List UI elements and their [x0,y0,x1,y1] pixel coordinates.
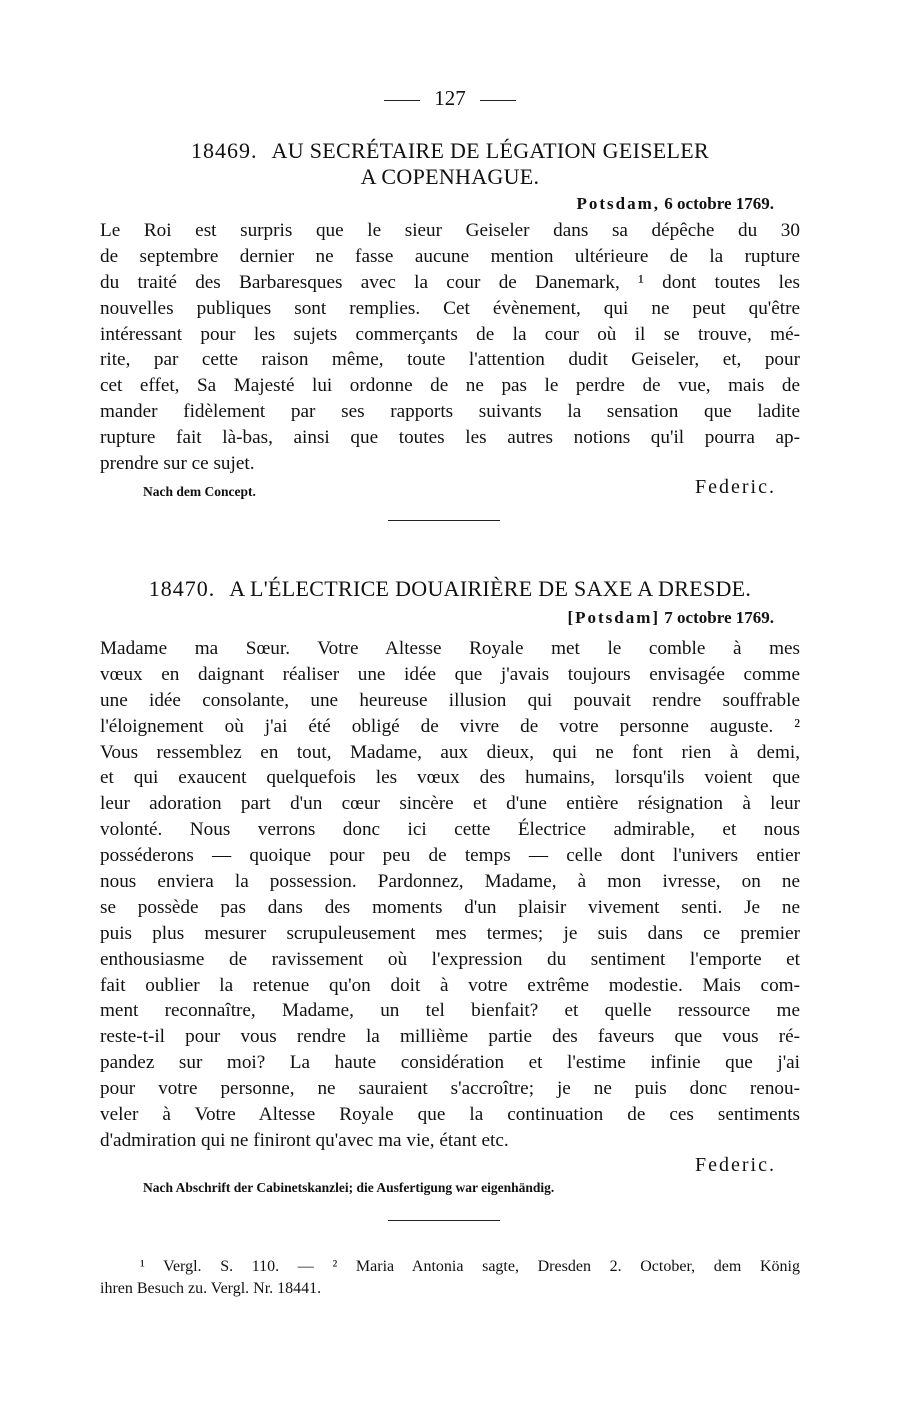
letter2-line: reste-t-il pour vous rendre la millième partie des faveurs que vous ré- [100,1026,800,1048]
letter2-line: leur adoration part d'un cœur sincère et d'une entière résignation à leur [100,793,800,815]
letter1-line: cet effet, Sa Majesté lui ordonne de ne pas le perdre de vue, mais de [100,375,800,397]
letter1-title-line1: AU SECRÉTAIRE DE LÉGATION GEISELER [271,138,709,163]
letter2-line: et qui exaucent quelquefois les vœux des humains, lorsqu'ils voient que [100,767,800,789]
letter1-heading [100,138,800,164]
section-divider [388,520,500,521]
letter2-place: [Potsdam] [567,608,661,627]
letter2-line: puis plus mesurer scrupuleusement mes termes; je suis dans ce premier [100,922,800,944]
letter1-signature: Federic. [695,476,776,498]
letter2-line: pour votre personne, ne sauraient s'accroître; je ne puis donc renou- [100,1078,800,1100]
letter2-source-note: Nach Abschrift der Cabinetskanzlei; die Ausfertigung war eigenhändig. [143,1180,555,1195]
letter2-line: nous enviera la possession. Pardonnez, Madame, à mon ivresse, on ne [100,871,800,893]
letter2-line: volonté. Nous verrons donc ici cette Électrice admirable, et nous [100,819,800,841]
letter2-title: A L'ÉLECTRICE DOUAIRIÈRE DE SAXE A DRESDE. [229,576,752,601]
footnote-divider [388,1220,500,1221]
letter1-source-note: Nach dem Concept. [143,484,256,499]
left-dash [384,100,420,101]
letter1-body [100,218,800,477]
footnotes [100,1256,800,1300]
letter2-line: d'admiration qui ne finiront qu'avec ma vie, étant etc. [100,1129,509,1151]
letter1-line: prendre sur ce sujet. [100,453,255,475]
letter1-heading-line2 [100,164,800,190]
right-dash [480,100,516,101]
letter1-date: 6 octobre 1769. [664,194,774,213]
letter2-line: vœux en daignant réaliser une idée que j'avais toujours envisagée comme [100,663,800,685]
letter1-dateline [577,194,774,214]
letter2-dateline [567,608,774,628]
letter2-date: 7 octobre 1769. [664,608,774,627]
footnote-line: ihren Besuch zu. Vergl. Nr. 18441. [100,1280,322,1297]
letter2-line: ment reconnaître, Madame, un tel bienfait? et quelle ressource me [100,1000,800,1022]
letter1-number: 18469. [191,138,258,163]
letter2-heading [100,576,800,602]
letter1-line: mander fidèlement par ses rapports suivants la sensation que ladite [100,401,800,423]
letter2-line: veler à Votre Altesse Royale que la continuation de ces sentiments [100,1104,800,1126]
letter2-line: fait oublier la retenue qu'on doit à votre extrême modestie. Mais com- [100,974,800,996]
letter1-line: rupture fait là-bas, ainsi que toutes les autres notions qu'il pourra ap- [100,427,800,449]
letter2-line: se possède pas dans des moments d'un plaisir vivement senti. Je ne [100,896,800,918]
letter2-line: Madame ma Sœur. Votre Altesse Royale met le comble à mes [100,638,800,659]
letter1-line: Le Roi est surpris que le sieur Geiseler dans sa dépêche du 30 [100,220,800,241]
letter2-number: 18470. [148,576,216,601]
letter2-line: une idée consolante, une heureuse illusion qui pouvait rendre souffrable [100,689,800,711]
letter2-line: l'éloignement où j'ai été obligé de vivre de votre personne auguste. ² [100,715,800,737]
letter1-place: Potsdam, [576,194,661,213]
letter2-body [100,636,800,1154]
letter1-line: nouvelles publiques sont remplies. Cet évènement, qui ne peut qu'être [100,297,800,319]
letter1-line: du traité des Barbaresques avec la cour de Danemark, ¹ dont toutes les [100,271,800,293]
letter2-signature: Federic. [695,1154,776,1176]
letter2-line: enthousiasme de ravissement où l'expression du sentiment l'emporte et [100,948,800,970]
footnote-line: ¹ Vergl. S. 110. — ² Maria Antonia sagte, Dresden 2. October, dem König [140,1258,800,1275]
letter1-line: intéressant pour les sujets commerçants de la cour où il se trouve, mé- [100,323,800,345]
letter2-line: pandez sur moi? La haute considération et l'estime infinie que j'ai [100,1052,800,1074]
page-number: 127 [434,86,466,110]
letter2-line: Vous ressemblez en tout, Madame, aux dieux, qui ne font rien à demi, [100,741,800,763]
letter2-line: posséderons — quoique pour peu de temps — celle dont l'univers entier [100,845,800,867]
letter1-title-line2: A COPENHAGUE. [360,164,540,189]
letter1-line: rite, par cette raison même, toute l'attention dudit Geiseler, et, pour [100,349,800,371]
page-number-header [0,86,900,111]
letter1-line: de septembre dernier ne fasse aucune mention ultérieure de la rupture [100,245,800,267]
